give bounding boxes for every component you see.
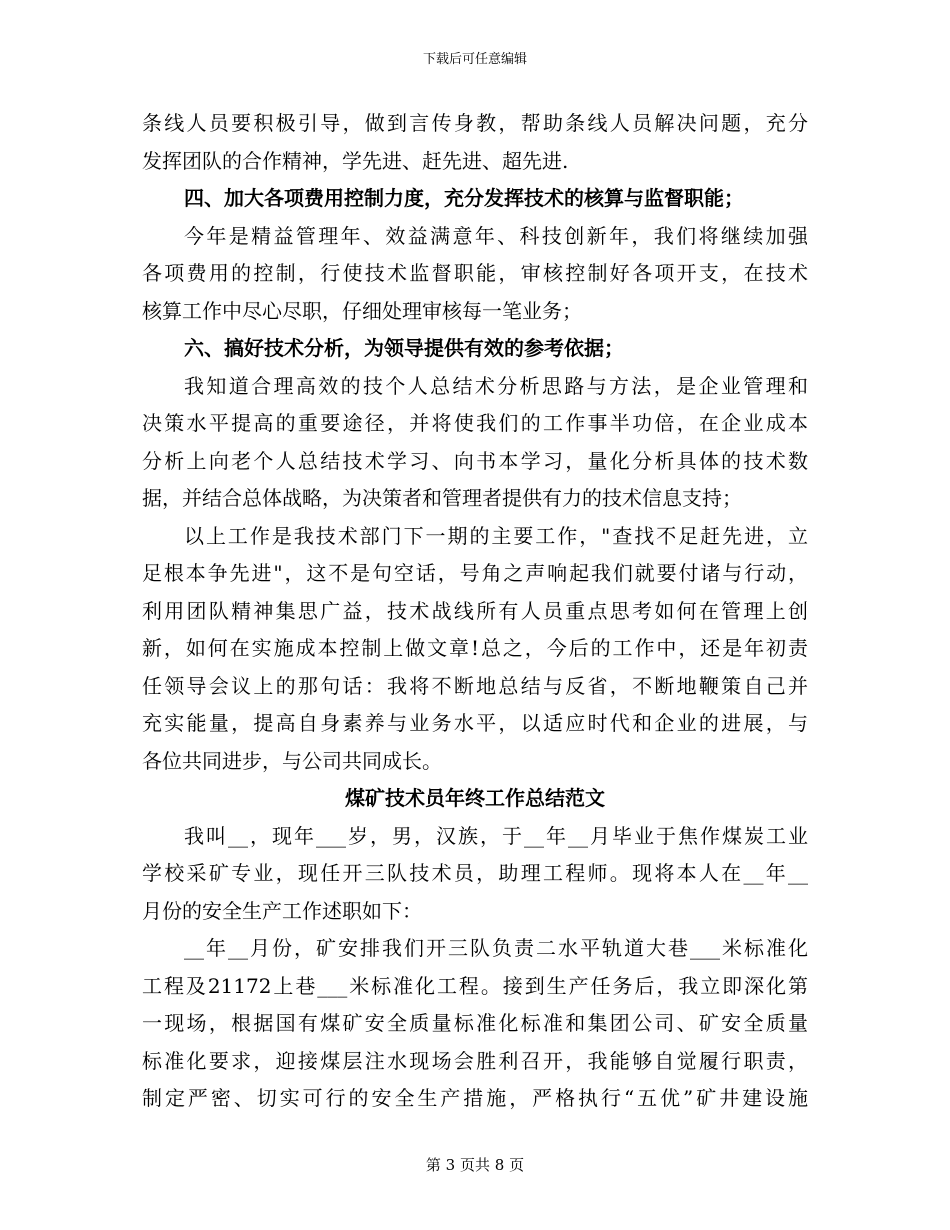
body-line: 一现场，根据国有煤矿安全质量标准化标准和集团公司、矿安全质量 [142, 1011, 808, 1035]
body-line: 任领导会议上的那句话：我将不断地总结与反省，不断地鞭策自己并 [142, 673, 808, 698]
section-heading: 六、搞好技术分析，为领导提供有效的参考依据； [184, 336, 624, 360]
article-title: 煤矿技术员年终工作总结范文 [345, 786, 605, 810]
body-line: 我叫__，现年___岁，男，汉族，于__年__月毕业于焦作煤炭工业 [184, 823, 808, 848]
body-line: 充实能量，提高自身素养与业务水平，以适应时代和企业的进展，与 [142, 711, 808, 735]
body-line: 各位共同进步，与公司共同成长。 [142, 748, 442, 773]
body-line: 利用团队精神集思广益，技术战线所有人员重点思考如何在管理上创 [142, 598, 808, 623]
body-line: 发挥团队的合作精神，学先进、赶先进、超先进. [142, 148, 569, 173]
body-line: 足根本争先进"，这不是句空话，号角之声响起我们就要付诸与行动， [142, 561, 808, 585]
body-line: 分析上向老个人总结技术学习、向书本学习，量化分析具体的技术数 [142, 448, 808, 473]
page-number: 第 3 页共 8 页 [425, 1156, 525, 1174]
body-line: 决策水平提高的重要途径，并将使我们的工作事半功倍，在企业成本 [142, 411, 808, 435]
document-body [142, 105, 808, 1118]
body-line: 各项费用的控制，行使技术监督职能，审核控制好各项开支，在技术 [142, 261, 808, 285]
body-line: 以上工作是我技术部门下一期的主要工作，"查找不足赶先进，立 [184, 523, 808, 548]
section-heading: 四、加大各项费用控制力度，充分发挥技术的核算与监督职能； [184, 186, 744, 210]
body-line: 标准化要求，迎接煤层注水现场会胜利召开，我能够自觉履行职责， [142, 1048, 808, 1073]
body-line: 月份的安全生产工作述职如下： [142, 898, 422, 923]
body-line: 制定严密、切实可行的安全生产措施，严格执行“五优”矿井建设施 [142, 1086, 808, 1110]
page-header: 下载后可任意编辑 [422, 52, 527, 67]
body-line: 我知道合理高效的技个人总结术分析思路与方法，是企业管理和 [184, 373, 808, 398]
body-line: 新，如何在实施成本控制上做文章!总之，今后的工作中，还是年初责 [142, 636, 808, 660]
body-line: 据，并结合总体战略，为决策者和管理者提供有力的技术信息支持； [142, 486, 742, 510]
body-line: __年__月份，矿安排我们开三队负责二水平轨道大巷___米标准化 [184, 936, 808, 960]
body-line: 工程及21172上巷___米标准化工程。接到生产任务后，我立即深化第 [142, 973, 808, 998]
body-line: 学校采矿专业，现任开三队技术员，助理工程师。现将本人在__年__ [142, 861, 808, 885]
body-line: 今年是精益管理年、效益满意年、科技创新年，我们将继续加强 [184, 223, 808, 248]
body-line: 条线人员要积极引导，做到言传身教，帮助条线人员解决问题，充分 [142, 111, 808, 135]
body-line: 核算工作中尽心尽职，仔细处理审核每一笔业务； [142, 298, 582, 323]
